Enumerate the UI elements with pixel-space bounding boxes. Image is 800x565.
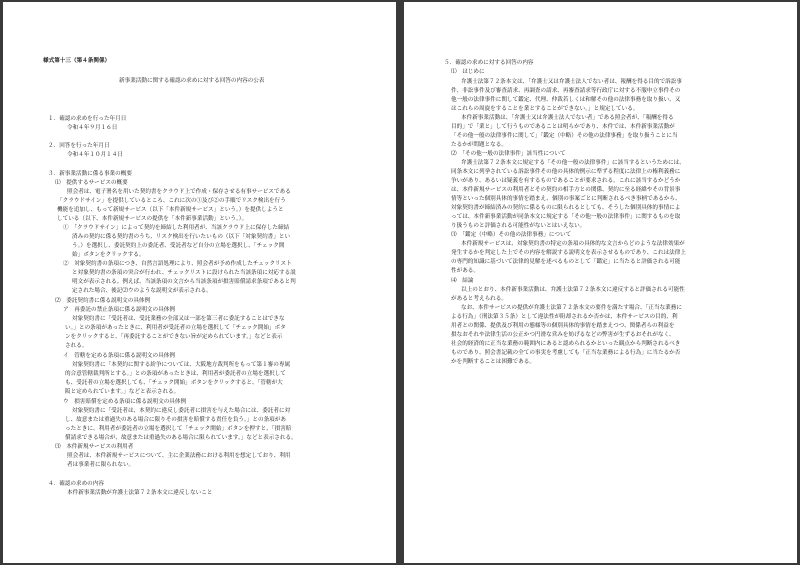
- text-line: ア 再委託の禁止条項に係る説明文の具体例: [63, 307, 175, 313]
- text-line: 償請求できる場合が、故意または重過失のある場合に限られています。」などと表示される。: [65, 435, 297, 441]
- right-page-content: [404, 2, 797, 563]
- text-line: 済みの契約に係る契約書のうち、リスク検出を行いたいもの（以下「対象契約書」とい: [72, 234, 291, 240]
- text-line: の専門的知識に基づいて法律的見解を述べるものとして「鑑定」に当たると評価される可能: [451, 259, 681, 265]
- text-line: ⑷ 結論: [451, 278, 474, 284]
- left-page-content: [3, 2, 396, 563]
- text-line: ４．確認の求めの内容: [48, 481, 104, 487]
- text-line: っては、本件新事業活動が同条本文に規定する「その他一般の法律事件」に関するものを取: [451, 214, 681, 220]
- text-line: 本件新事業活動は、「弁護士又は弁護士法人でない者」である照会者が、「報酬を得る: [461, 115, 674, 121]
- text-line: 目的」で「業と」して行うものであることは明らかであり、本件では、本件新事業活動が: [451, 124, 675, 130]
- text-line: たるかが問題となる。: [451, 142, 507, 148]
- text-line: 弁護士法第７２条本文に規定する「その他一般の法律事件」に該当するというためには、: [461, 160, 685, 166]
- text-line: 件、非訟事件及び審査請求、再調査の請求、再審査請求等行政庁に対する不服申立事件その: [451, 88, 681, 94]
- text-line: ⑴ 提供するサービスの概要: [55, 180, 128, 186]
- text-line: 情等といった個別具体的事情を踏まえ、個別の事案ごとに判断されるべき事柄であるから、: [451, 196, 681, 202]
- text-line: 者は事業者に限られない。: [67, 462, 135, 468]
- text-line: ⑶ 本件新規サービスの利用者: [55, 444, 134, 450]
- text-line: 性がある。: [451, 268, 479, 274]
- text-line: があると考えられる。: [451, 296, 507, 302]
- text-line: ものであり、照会書記載の全ての事実を考慮しても「正当な業務による行為」に当たるか否: [451, 350, 681, 356]
- text-line: ⑵ 委託契約書に係る説明文の具体例: [55, 298, 151, 304]
- text-line: 令和４年１０月１４日: [67, 152, 123, 158]
- text-line: ったときに、利用者が委託者の立場を選択して「チェック開始」ボタンを押すと、「損害賠: [65, 426, 292, 432]
- document-page-right: [404, 2, 797, 563]
- document-title: 新事業活動に関する確認の求めに対する回答の内容の公表: [119, 78, 265, 84]
- text-line: 照会者は、本件新規サービスについて、主に企業法務における利用を想定しており、利用: [67, 453, 291, 459]
- text-line: 明文が表示される。例えば、当該条項の文言から当該条項が損害賠償請求条項であると判: [72, 279, 296, 285]
- text-line: 弁護士法第７２条本文は、「弁護士又は弁護士法人でない者は、報酬を得る目的で訴訟事: [461, 79, 682, 85]
- text-line: ウ 損害賠償を定める条項に係る説明文の具体例: [63, 399, 187, 405]
- text-line: 用者との関係、提供及び利用の態様等の個別具体的事情を踏まえつつ、関係者らの利益を: [451, 323, 675, 329]
- text-line: 的合意管轄裁判所とする。」との条項があったときは、利用者が委託者の立場を選択して: [65, 371, 286, 377]
- text-line: い。」との条項があったときに、利用者が受託者の立場を選択して「チェック開始」ボタ: [65, 325, 286, 331]
- text-line: り扱うものと評価される可能性がないとはいえない。: [451, 223, 586, 229]
- text-line: は、本件新規サービスの利用者とその契約の相手方との関係、契約に至る経緯やその背景事: [451, 187, 681, 193]
- text-line: ３．新事業活動に係る事業の概要: [48, 171, 132, 177]
- text-line: 本件新事業活動が弁護士法第７２条本文に違反しないこと: [67, 490, 213, 496]
- text-line: 対象契約書が締結済みの契約に係るものに限られるとしても、そうした個別具体的事情によ: [451, 205, 681, 211]
- text-line: ２．回答を行った年月日: [48, 143, 110, 149]
- text-line: 発生するかを判定した上でその内容を解説する説明文を表示させるものであり、これは法律上: [451, 250, 686, 256]
- text-line: イ 管轄を定める条項に係る説明文の具体例: [63, 353, 175, 359]
- text-line: 対象契約書に「受託者は、受託業務の全部又は一部を第三者に委託することはできな: [72, 316, 285, 322]
- text-line: 争いがあり、あるいは疑義を有するものであることが要求される。これに該当するかどうか: [451, 178, 681, 184]
- text-line: ⑶ 「鑑定（中略）その他の法律事務」について: [451, 232, 572, 238]
- text-line: ⑴ はじめに: [451, 69, 485, 75]
- text-line: １．確認の求めを行った年月日: [48, 116, 127, 122]
- text-line: 対象契約書に「受託者は、本契約に違反し委託者に損害を与えた場合には、委託者に対: [72, 408, 291, 414]
- text-line: 始」ボタンをクリックする。: [72, 252, 145, 258]
- text-line: される。: [65, 343, 88, 349]
- form-header: 様式第十三（第４条関係）: [43, 58, 111, 64]
- text-line: ② 対象契約書の条項につき、自然言語処理により、照会者が予め作成したチェックリスト: [63, 261, 292, 267]
- text-line: 「クラウドサイン」を提供しているところ、これに次の①及び②の手順でリスク検出を行う: [57, 198, 286, 204]
- text-line: 照会者は、電子署名を用いた契約書をクラウド上で作成・保存させる有事サービスである: [67, 189, 291, 195]
- text-line: 「その他一般の法律事件に関して」「鑑定（中略）その他の法律事務」を取り扱うことに当: [451, 133, 678, 139]
- text-line: 以上のとおり、本件新事業活動は、弁護士法第７２条本文に違反すると評価される可能性: [461, 287, 685, 293]
- text-line: している（以下、本件新規サービスの提供を「本件新事業活動」という。）。: [57, 216, 248, 222]
- text-line: 社会的経済的に正当な業務の範囲内にあると認められるかといった観点から判断されるべき: [451, 341, 681, 347]
- text-line: なお、本件サービスの提供が弁護士法第７２条本文の要件を満たす場合、「正当な業務に: [461, 305, 682, 311]
- text-line: 阪と定められています。」などと表示される。: [65, 389, 180, 395]
- text-line: と対象契約書の条項の突合が行われ、チェックリストに設けられた当該条項に対応する説: [72, 270, 296, 276]
- text-line: し、故意または重過失のある場合に限りその損害を賠償する責任を負う。」との条項があ: [65, 417, 286, 423]
- text-line: ① 「クラウドサイン」によって契約を締結した利用者が、当該クラウド上に保存した締結: [63, 225, 290, 231]
- text-line: ５．確認の求めに対する回答の内容: [444, 60, 534, 66]
- text-line: よる行為」（刑法第３５条）として違法性が阻却されるか否かは、本件サービスの目的、利: [451, 314, 678, 320]
- text-line: う。）を選択し、委託契約上の委託者、受託者など自分の立場を選択し、「チェック開: [72, 243, 285, 249]
- text-line: 同条本文に列挙されている訴訟事件その他の具体的例示に準ずる程度に法律上の権利義務に: [451, 169, 681, 175]
- document-page-left: [3, 2, 396, 563]
- text-line: 定された場合、後記⑵ウのような説明文が表示される。: [72, 288, 212, 294]
- text-line: も、受託者の立場を選択しても、「チェック開始」ボタンをクリックすると、「管轄が大: [65, 380, 283, 386]
- text-line: 対象契約書に「本契約に関する紛争については、大阪地方裁判所をもって第１審の専属: [72, 362, 291, 368]
- text-line: ⑵ 「その他一般の法律事件」該当性について: [451, 151, 566, 157]
- text-line: ンをクリックすると、「再委託することができない旨が定められています。」などと表示: [65, 334, 283, 340]
- text-line: かを判断することは困難である。: [451, 359, 535, 365]
- text-line: 損なおそれや法律生活の公正かつ円滑な営みを妨げるなどの弊害が生ずるおそれがなく、: [451, 332, 675, 338]
- text-line: 機能を追加し、もって新規サービス（以下「本件新規サービス」という。）を提供しようと: [57, 207, 284, 213]
- text-line: 令和４年９月１６日: [67, 125, 118, 131]
- text-line: はこれらの周旋をすることを業とすることができない。」と規定している。: [451, 106, 639, 112]
- text-line: 本件新規サービスは、対象契約書の特定の条項の具体的な文言からどのような法律効果が: [461, 241, 685, 247]
- text-line: 他一般の法律事件に関して鑑定、代理、仲裁若しくは和解その他の法律事務を取り扱い、又: [451, 97, 681, 103]
